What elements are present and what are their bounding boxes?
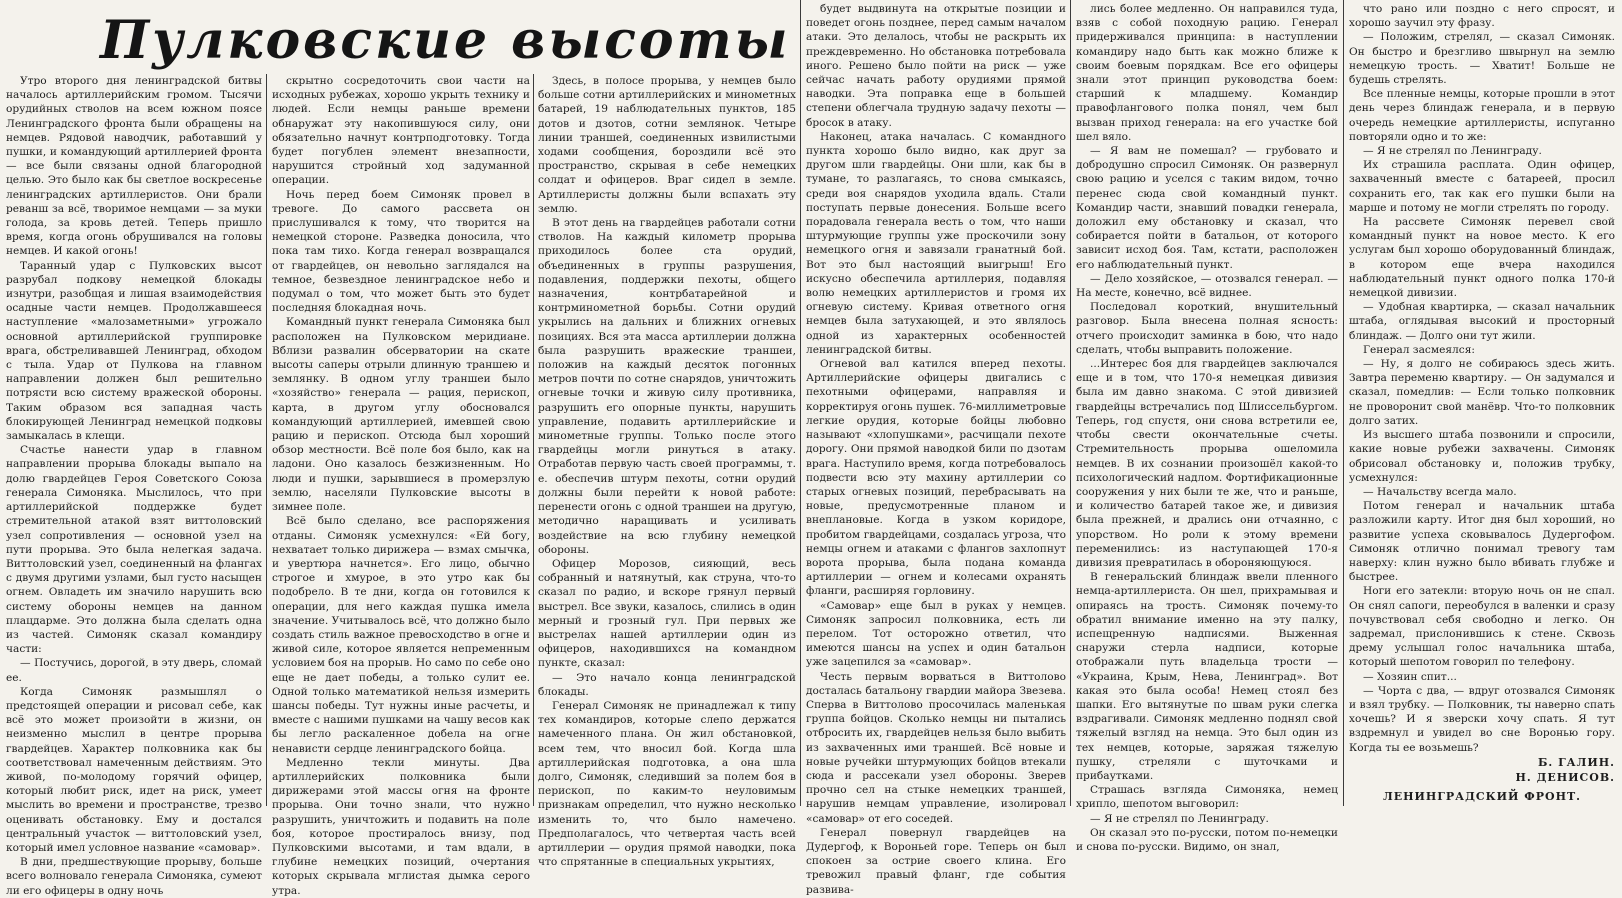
article-paragraph: Когда Симоняк размышлял о предстоящей операции и рисовал себе, как всё это может произойти в жизни, он неизменно мыслил в центре прорыва гвардейцев. Характер полковника как бы соответствовал намеченным действиям. Это живой, по-молодому горячий офицер, который любит риск, идет на риск, умеет мыслить во времени и пространстве, трезво оценивать обстановку. Ему и достался центральный участок — виттоловский узел, который имел условное название «самовар». <box>6 685 262 854</box>
article-column-6 <box>1349 2 1615 810</box>
article-paragraph: Огневой вал катился вперед пехоты. Артиллерийские офицеры двигались с пехотными офицерами, направляя и корректируя огонь пушек. 76-миллиметровые легкие орудия, которые бойцы любовно называют «хлопушками», расчищали пехоте дорогу. Они прямой наводкой били по дзотам врага. Наступило время, когда потребовалось подвести всю эту махину артиллерии со старых огневых позиций, перебрасывать на новые, предусмотренные планом и внеплановые. Когда в узком коридоре, пробитом гвардейцами, создалась угроза, что немцы огнем и атаками с флангов захлопнут ворота прорыва, была подана команда артиллерии — огнем и колесами охранять фланги, расширяя горловину. <box>806 358 1066 598</box>
article-paragraph: Последовал короткий, внушительный разговор. Была внесена полная ясность: отчего происходит заминка в бою, что надо сделать, чтобы выправить положение. <box>1076 301 1338 356</box>
article-column-6-text <box>1349 2 1615 755</box>
article-paragraph: На рассвете Симоняк перевел свой командный пункт на новое место. К его услугам был хорошо оборудованный блиндаж, в котором еще вчера находился наблюдательный пункт одного полка 170-й немецкой дивизии. <box>1349 216 1615 300</box>
article-paragraph: Ночь перед боем Симоняк провел в тревоге. До самого рассвета он прислушивался к тому, что творится на немецкой стороне. Разведка доносила, что пока там тихо. Когда генерал возвращался от гвардейцев, он невольно заглядался на темное, безвездное ленинградское небо и подумал о том, что может быть это будет последняя блокадная ночь. <box>272 188 530 315</box>
article-paragraph: Все пленные немцы, которые прошли в этот день через блиндаж генерала, и в первую очередь немецкие артиллеристы, испуганно повторяли одно и то же: <box>1349 88 1615 143</box>
column-divider <box>533 74 534 806</box>
article-paragraph: Потом генерал и начальник штаба разложили карту. Итог дня был хороший, но развитие успеха сковывалось Дудергофом. Симоняк отлично понимал тревогу там наверху: клин нужно было вбивать глубже и быстрее. <box>1349 500 1615 584</box>
article-paragraph: Наконец, атака началась. С командного пункта хорошо было видно, как друг за другом шли гвардейцы. Они шли, как бы в тумане, то разлагаясь, то снова смыкаясь, среди воя снарядов уходила вдаль. Стали поступать первые донесения. Больше всего порадовала генерала весть о том, что наши штурмующие группы уже проскочили зону немецкого огня и завязали гранатный бой. Вот это был настоящий выигрыш! Его искусно обеспечила артиллерия, подавляя волю немецких артиллеристов и громя их огневую систему. Кривая ответного огня немцев была затухающей, и это являлось одной из характерных особенностей ленинградской битвы. <box>806 130 1066 356</box>
article-paragraph: В дни, предшествующие прорыву, больше всего волновало генерала Симоняка, сумеют ли его офицеры в одну ночь <box>6 856 262 897</box>
article-paragraph: Счастье нанести удар в главном направлении прорыва блокады выпало на долю гвардейцев Героя Советского Союза генерала Симоняка. Мыслилось, что при артиллерийской поддержке будет стремительной атакой взят виттоловский узел сопротивления — основной узел на пути прорыва. Это была нелегкая задача. Виттоловский узел, соединенный на флангах с двумя другими узлами, был густо насыщен огнем. Овладеть им значило нарушить всю систему обороны немцев на данном плацдарме. Это должна была сделать одна из частей. Симоняк сказал командиру части: <box>6 444 262 656</box>
article-paragraph: В генеральский блиндаж ввели пленного немца-артиллериста. Он шел, прихрамывая и опираясь на трость. Симоняк почему-то обратил внимание именно на эту палку, испещренную надписями. Выженная снаружи стерла надписи, которые отображали путь владельца трости — «Украина, Крым, Нева, Ленинград». Вот какая это была особа! Немец стоял без шапки. Его вытянутые по швам руки слегка вздрагивали. Симоняк медленно поднял свой тяжелый взгляд на немца. Это был один из тех немцев, которые, заряжая тяжелую пушку, стреляли с шуточками и прибаутками. <box>1076 571 1338 782</box>
article-paragraph: Таранный удар с Пулковских высот разрубал подкову немецкой блокады изнутри, разобщая и лишая взаимодействия осадные части немцев. Продолжавшееся наступление «малозаметными» угрожало основной артиллерийской группировке врага, обстреливавшей Ленинград, обходом с тыла. Удар от Пулкова на главном направлении должен был решительно потрясти всю систему вражеской обороны. Таким образом вся западная часть блокирующей Ленинград немецкой подковы замыкалась в клещи. <box>6 259 262 443</box>
article-paragraph: Генерал Симоняк не принадлежал к типу тех командиров, которые слепо держатся намеченного плана. Он жил обстановкой, всем тем, что вносил бой. Когда шла артиллерийская подготовка, а она шла долго, Симоняк, следивший за полем боя в перископ, по каким-то неуловимым признакам определил, что нужно несколько изменить то, что было намечено. Предполагалось, что четвертая часть всей артиллерии — орудия прямой наводки, пока что спрятанные в специальных укрытиях, <box>538 699 796 869</box>
article-paragraph: Из высшего штаба позвонили и спросили, какие новые рубежи захвачены. Симоняк обрисовал обстановку и, положив трубку, усмехнулся: <box>1349 429 1615 484</box>
column-divider <box>1070 0 1071 806</box>
article-paragraph: — Постучись, дорогой, в эту дверь, сломай ее. <box>6 657 262 684</box>
column-divider <box>1343 0 1344 806</box>
article-paragraph: Офицер Морозов, сияющий, весь собранный и натянутый, как струна, что-то сказал по радио, и вскоре грянул первый выстрел. Все звуки, казалось, слились в один мерный и грозный гул. При первых же выстрелах нашей артиллерии один из офицеров, находившихся на командном пункте, сказал: <box>538 557 796 670</box>
article-paragraph: Генерал повернул гвардейцев на Дудергоф, к Вороньей горе. Теперь он был спокоен за острие своего клина. Его тревожил правый фланг, где события развива- <box>806 826 1066 896</box>
article-paragraph: «Самовар» еще был в руках у немцев. Симоняк запросил полковника, есть ли перелом. Тот осторожно ответил, что имеются шансы на успех и один батальон уже зацепился за «самовар». <box>806 599 1066 669</box>
article-paragraph: Медленно текли минуты. Два артиллерийских полковника были дирижерами этой массы огня на фронте прорыва. Они точно знали, что нужно разрушить, уничтожить и подавить на поле боя, которое простиралось внизу, под Пулковскими высотами, и там вдали, в глубине немецких позиций, очертания которых скрывала мглистая дымка серого утра. <box>272 756 530 897</box>
dateline-front: ЛЕНИНГРАДСКИЙ ФРОНТ. <box>1383 789 1581 803</box>
article-title: Пулковские высоты <box>100 10 791 71</box>
article-column-5 <box>1076 2 1338 853</box>
article-paragraph: — Чорта с два, — вдруг отозвался Симоняк и взял трубку. — Полковник, ты наверно спать хочешь? И я зверски хочу спать. Я тут вздремнул и увидел во сне Воронью гору. Когда ты ее возьмешь? <box>1349 684 1615 754</box>
article-paragraph: В этот день на гвардейцев работали сотни стволов. На каждый километр прорыва приходилось более ста орудий, объединенных в группы разрушения, подавления, поддержки пехоты, общего назначения, контрбатарейной и контрминометной борьбы. Сотни орудий укрылись на дальних и ближних огневых позициях. Вся эта масса артиллерии должна была разрушить вражеские траншеи, положив на каждый десяток погонных метров почти по сотне снарядов, уничтожить огневые точки и живую силу противника, разрушить его опорные пункты, нарушить управление, подавить артиллерийские и минометные группы. Только после этого гвардейцы могли ринуться в атаку. Отработав первую часть своей программы, т. е. обеспечив штурм пехоты, сотни орудий должны были перейти к новой работе: перенести огонь с одной траншеи на другую, методично наращивать и усиливать воздействие на всю глубину немецкой обороны. <box>538 217 796 556</box>
article-paragraph: — Я вам не помешал? — грубовато и добродушно спросил Симоняк. Он развернул свою рацию и уселся с таким видом, точно перенес сюда свой командный пункт. Командир части, знавший повадки генерала, доложил ему обстановку и сказал, что собирается пойти в батальон, от которого зависит исход боя. Там, кстати, расположен его наблюдательный пункт. <box>1076 145 1338 271</box>
article-column-1 <box>6 74 262 897</box>
article-paragraph: — Ну, я долго не собираюсь здесь жить. Завтра переменю квартиру. — Он задумался и сказал, помедлив: — Если только полковник не проворонит свой манёвр. Что-то полковник долго затих. <box>1349 358 1615 427</box>
article-paragraph: Командный пункт генерала Симоняка был расположен на Пулковском меридиане. Вблизи развалин обсерватории на скате высоты саперы отрыли длинную траншею и землянку. В одном углу траншеи было «хозяйство» генерала — рация, перископ, карта, в другом углу обосновался командующий артиллерией, имевшей свою рацию и перископ. Отсюда был хороший обзор местности. Всё поле боя было, как на ладони. Оно казалось безжизненным. Но люди и пушки, зарывшиеся в промерзлую землю, населяли Пулковские высоты в зимнее поле. <box>272 316 530 514</box>
article-paragraph: — Начальству всегда мало. <box>1363 485 1517 498</box>
article-paragraph: ...Интерес боя для гвардейцев заключался еще и в том, что 170-я немецкая дивизия была им давно знакома. С этой дивизией гвардейцы встречались под Шлиссельбургом. Теперь, год спустя, они снова встретили ее, чтобы свести окончательные счеты. Стремительность прорыва ошеломила немцев. В их сознании произошёл какой-то психологический надлом. Фортификационные сооружения у них были те же, что и раньше, и количество батарей такое же, и дивизия была прежней, и дрались они отчаянно, с упорством. Но роли к этому времени переменились: из наступающей 170-я дивизия превратилась в обороняющуюся. <box>1076 358 1338 569</box>
author-signature-1: Б. ГАЛИН. <box>1538 755 1615 769</box>
article-paragraph: Утро второго дня ленинградской битвы началось артиллерийским громом. Тысячи орудийных стволов на всем южном поясе Ленинградского фронта были обращены на немцев. Рядовой наводчик, работавший у пушки, и командующий артиллерией фронта — все были связаны одной благородной целью. Это было как бы светлое воскресенье ленинградских артиллеристов. Они брали реванш за всё, творимое немцами — за муки голода, за кровь детей. Теперь пришло время, когда огонь обрушивался на головы немцев. И какой огонь! <box>6 75 262 258</box>
article-paragraph: — Дело хозяйское, — отозвался генерал. — На месте, конечно, всё виднее. <box>1076 272 1338 300</box>
article-paragraph: Их страшила расплата. Один офицер, захваченный вместе с батареей, просил сохранить его, так как его пушки были на марше и потому не могли стрелять по городу. <box>1349 159 1615 214</box>
article-paragraph: лись более медленно. Он направился туда, взяв с собой походную рацию. Генерал придерживался принципа: в наступлении командиру надо быть как можно ближе к своим боевым порядкам. Все его офицеры знали этот принцип руководства боем: старший к младшему. Командир правофлангового полка понял, чем был вызван приход генерала: на его участке бой шел вяло. <box>1076 3 1338 143</box>
column-divider <box>800 0 801 806</box>
article-paragraph: Страшась взгляда Симоняка, немец хрипло, шепотом выговорил: <box>1076 784 1338 811</box>
article-paragraph: — Удобная квартирка, — сказал начальник штаба, оглядывая высокий и просторный блиндаж. — Долго они тут жили. <box>1349 301 1615 342</box>
article-paragraph: Ноги его затекли: вторую ночь он не спал. Он снял сапоги, переобулся в валенки и сразу почувствовал себя свободно и легко. Он задремал, прислонившись к стене. Сквозь дрему услышал голос начальника штаба, который шепотом говорил по телефону. <box>1349 585 1615 669</box>
article-paragraph: Здесь, в полосе прорыва, у немцев было больше сотни артиллерийских и минометных батарей, 19 наблюдательных пунктов, 185 дотов и дзотов, сотни землянок. Четыре линии траншей, соединенных извилистыми ходами сообщения, бороздили всё это пространство, скрывая в себе немецких солдат и офицеров. Враг сидел в земле. Артиллеристы должны были вспахать эту землю. <box>538 75 796 215</box>
article-paragraph: — Я не стрелял по Ленинграду. <box>1090 812 1269 825</box>
article-paragraph: Всё было сделано, все распоряжения отданы. Симоняк усмехнулся: «Ей богу, нехватает только дирижера — взмах смычка, и увертюра начнется». Его лицо, обычно строгое и хмурое, в это утро как бы подобрело. В те дни, когда он готовился к операции, для него каждая пушка имела значение. Учитывалось всё, что должно было создать стиль важное превосходство в огне и живой силе, которое является непременным условием боя на прорыв. Но само по себе оно еще не дает победы, а только сулит ее. Одной только математикой нельзя измерить шансы победы. Тут нужны иные расчеты, и вместе с нашими пушками на чашу весов как бы легло раскаленное добела на огне ненависти сердце ленинградского бойца. <box>272 515 530 755</box>
article-paragraph: будет выдвинута на открытые позиции и поведет огонь позднее, перед самым началом атаки. Это делалось, чтобы не раскрыть их преждевременно. Но обстановка потребовала иного. Решено было пойти на риск — уже сейчас начать работу орудиями прямой наводки. Эта поправка еще в большей степени облегчала трудную задачу пехоты — бросок в атаку. <box>806 3 1066 129</box>
article-paragraph: скрытно сосредоточить свои части на исходных рубежах, хорошо укрыть технику и людей. Если немцы раньше времени обнаружат эту накопившуюся силу, они обязательно начнут контрподготовку. Тогда будет погублен элемент внезапности, нарушится стройный ход задуманной операции. <box>272 75 530 187</box>
article-paragraph: Честь первым ворваться в Виттолово досталась батальону гвардии майора Звезева. Сперва в Виттолово просочилась маленькая группа бойцов. Сколько немцы ни пытались отбросить их, гвардейцев нельзя было выбить из захваченных ими траншей. Всё новые и новые ручейки штурмующих бойцов втекали сюда и рассекали узел обороны. Зверев прочно сел на стыке немецких траншей, нарушив немцам управление, изолировал «самовар» от его соседей. <box>806 670 1066 825</box>
article-column-2 <box>272 74 530 897</box>
article-paragraph: — Я не стрелял по Ленинграду. <box>1363 145 1542 158</box>
article-paragraph: — Хозяин спит... <box>1363 670 1457 683</box>
article-paragraph: Он сказал это по-русски, потом по-немецки и снова по-русски. Видимо, он знал, <box>1076 826 1338 853</box>
article-paragraph: Генерал засмеялся: <box>1363 343 1475 356</box>
article-paragraph: что рано или поздно с него спросят, и хорошо заучил эту фразу. <box>1349 3 1615 30</box>
article-paragraph: — Положим, стрелял, — сказал Симоняк. Он быстро и брезгливо швырнул на землю немецкую трость. — Хватит! Больше не будешь стрелять. <box>1349 31 1615 87</box>
article-column-4 <box>806 2 1066 896</box>
article-paragraph: — Это начало конца ленинградской блокады. <box>538 671 796 698</box>
column-divider <box>266 74 267 806</box>
author-signature-2: Н. ДЕНИСОВ. <box>1515 770 1615 784</box>
article-column-3 <box>538 74 796 869</box>
